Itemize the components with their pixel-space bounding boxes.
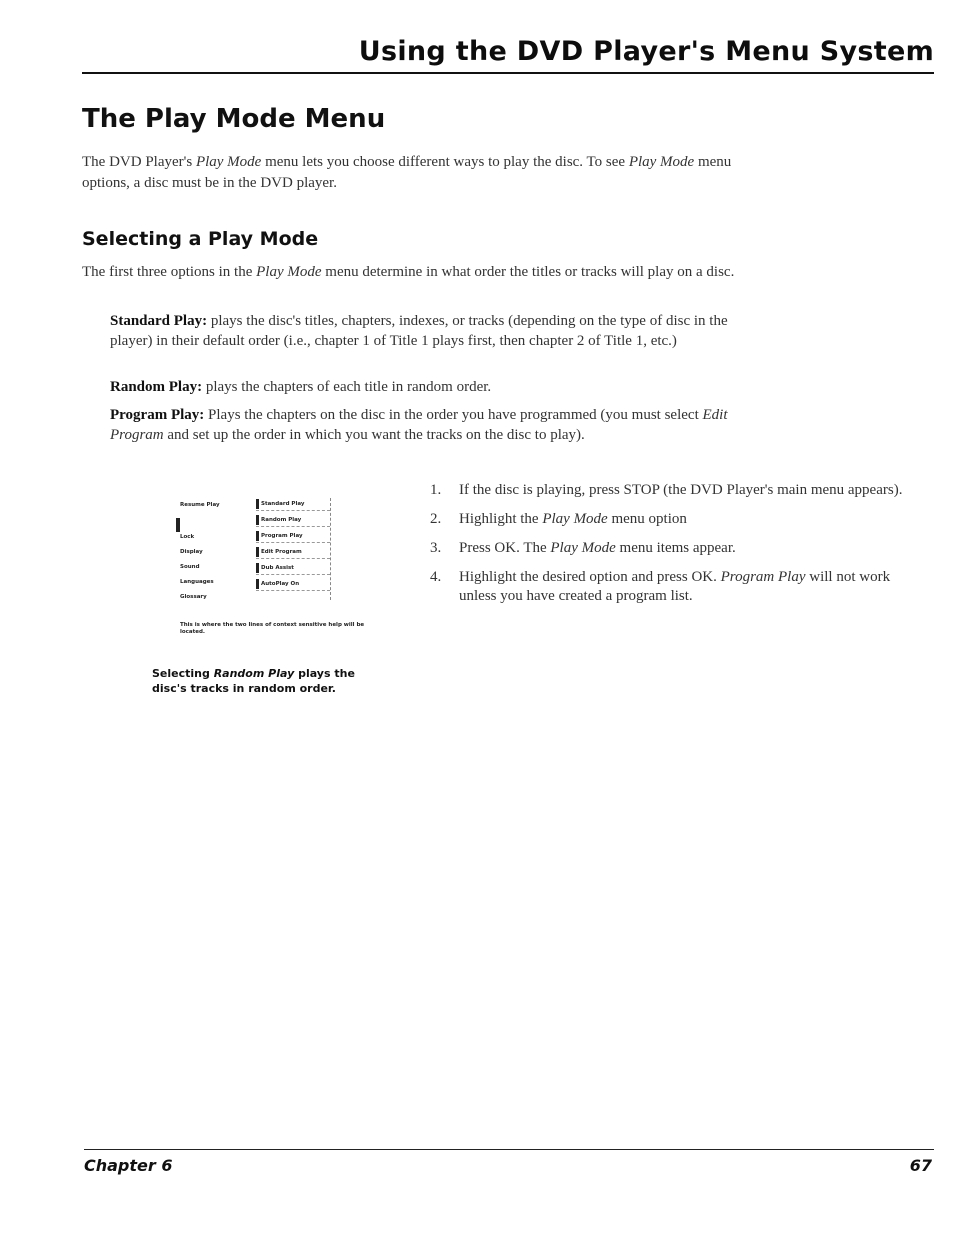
- main-menu-item: Glossary: [180, 594, 207, 600]
- intro-text-2: menu lets you choose different ways to play the disc. To see: [261, 154, 629, 170]
- intro-text-1: The DVD Player's: [82, 154, 196, 170]
- footer-rule: [84, 1149, 934, 1150]
- submenu-label: Standard Play: [261, 501, 305, 507]
- definition-random-text: plays the chapters of each title in random order.: [202, 379, 492, 395]
- footer-chapter: Chapter 6: [84, 1156, 173, 1175]
- definition-program-play: [110, 405, 770, 445]
- caption-text-2: plays the disc's tracks in random order.: [152, 667, 355, 695]
- section-intro-text-1: The first three options in the: [82, 264, 257, 280]
- submenu-item: [256, 530, 330, 543]
- intro-em-1: Play Mode: [195, 154, 262, 170]
- page-title: The Play Mode Menu: [82, 104, 386, 134]
- step-number: 3.: [430, 540, 442, 556]
- step-item: [430, 568, 910, 606]
- submenu-label: Dub Assist: [261, 565, 294, 571]
- caption-text-1: Selecting: [152, 667, 214, 680]
- steps-list: [430, 481, 910, 616]
- intro-text-3: menu options, a disc must be in the DVD player.: [82, 154, 732, 191]
- step-text: will not work unless you have created a program list.: [459, 569, 891, 604]
- header-title: Using the DVD Player's Menu System: [358, 36, 934, 67]
- submenu-bar: [256, 531, 259, 541]
- definition-random-play: [110, 377, 770, 397]
- section-intro-em: Play Mode: [256, 264, 322, 280]
- step-em: Program Play: [720, 569, 806, 585]
- step-number: 4.: [430, 569, 442, 585]
- submenu-bar: [256, 515, 259, 525]
- main-menu-item: Lock: [180, 534, 195, 540]
- figure-caption: [152, 666, 372, 696]
- submenu-label: Random Play: [261, 517, 302, 523]
- step-number: 2.: [430, 511, 442, 527]
- main-menu-item: Display: [180, 549, 203, 555]
- page-number: 67: [909, 1156, 932, 1175]
- term-random-play: Random Play:: [110, 379, 203, 395]
- submenu-item: [256, 498, 330, 511]
- step-text: If the disc is playing, press STOP (the DVD Player's main menu appears).: [459, 482, 903, 498]
- step-text: Press OK. The: [459, 540, 551, 556]
- section-intro-text-2: menu determine in what order the titles or tracks will play on a disc.: [321, 264, 735, 280]
- step-text: Highlight the desired option and press OK.: [459, 569, 721, 585]
- main-menu-item: Sound: [180, 564, 200, 570]
- step-item: [430, 481, 910, 500]
- step-text: Highlight the: [459, 511, 543, 527]
- step-item: [430, 539, 910, 558]
- step-text: menu option: [607, 511, 687, 527]
- intro-em-2: Play Mode: [628, 154, 695, 170]
- definition-program-text-1: Plays the chapters on the disc in the order you have programmed (you must select: [204, 407, 703, 423]
- intro-paragraph: [82, 152, 782, 194]
- step-item: [430, 510, 910, 529]
- submenu-item: [256, 546, 330, 559]
- section-heading: Selecting a Play Mode: [82, 228, 319, 250]
- submenu-item: [256, 514, 330, 527]
- header-rule: [82, 72, 934, 74]
- submenu-bar: [256, 563, 259, 573]
- submenu-label: Edit Program: [261, 549, 302, 555]
- main-menu-item: Resume Play: [180, 502, 220, 508]
- term-program-play: Program Play:: [110, 407, 205, 423]
- step-em: Play Mode: [542, 511, 608, 527]
- figure-submenu: [256, 498, 331, 600]
- definition-standard-play: [110, 311, 770, 351]
- step-text: menu items appear.: [615, 540, 736, 556]
- term-standard-play: Standard Play:: [110, 313, 208, 329]
- submenu-label: Program Play: [261, 533, 303, 539]
- submenu-bar: [256, 499, 259, 509]
- section-intro: [82, 262, 782, 282]
- definition-program-em: Edit Program: [110, 407, 728, 443]
- caption-em: Random Play: [213, 667, 295, 680]
- step-em: Play Mode: [550, 540, 616, 556]
- definition-standard-text: plays the disc's titles, chapters, indexes, or tracks (depending on the type of disc in the player) in their default order (i.e., chapter 1 of Title 1 plays first, then chapter 2 of Title 1, etc.): [110, 313, 728, 349]
- submenu-item: [256, 562, 330, 575]
- submenu-label: AutoPlay On: [261, 581, 300, 587]
- submenu-item: [256, 578, 330, 591]
- figure-help-note: This is where the two lines of context sensitive help will be located.: [180, 622, 365, 635]
- submenu-bar: [256, 547, 259, 557]
- selection-marker: [176, 518, 180, 532]
- main-menu-item: Languages: [180, 579, 214, 585]
- definition-program-text-2: and set up the order in which you want the tracks on the disc to play).: [163, 427, 585, 443]
- step-number: 1.: [430, 482, 442, 498]
- submenu-bar: [256, 579, 259, 589]
